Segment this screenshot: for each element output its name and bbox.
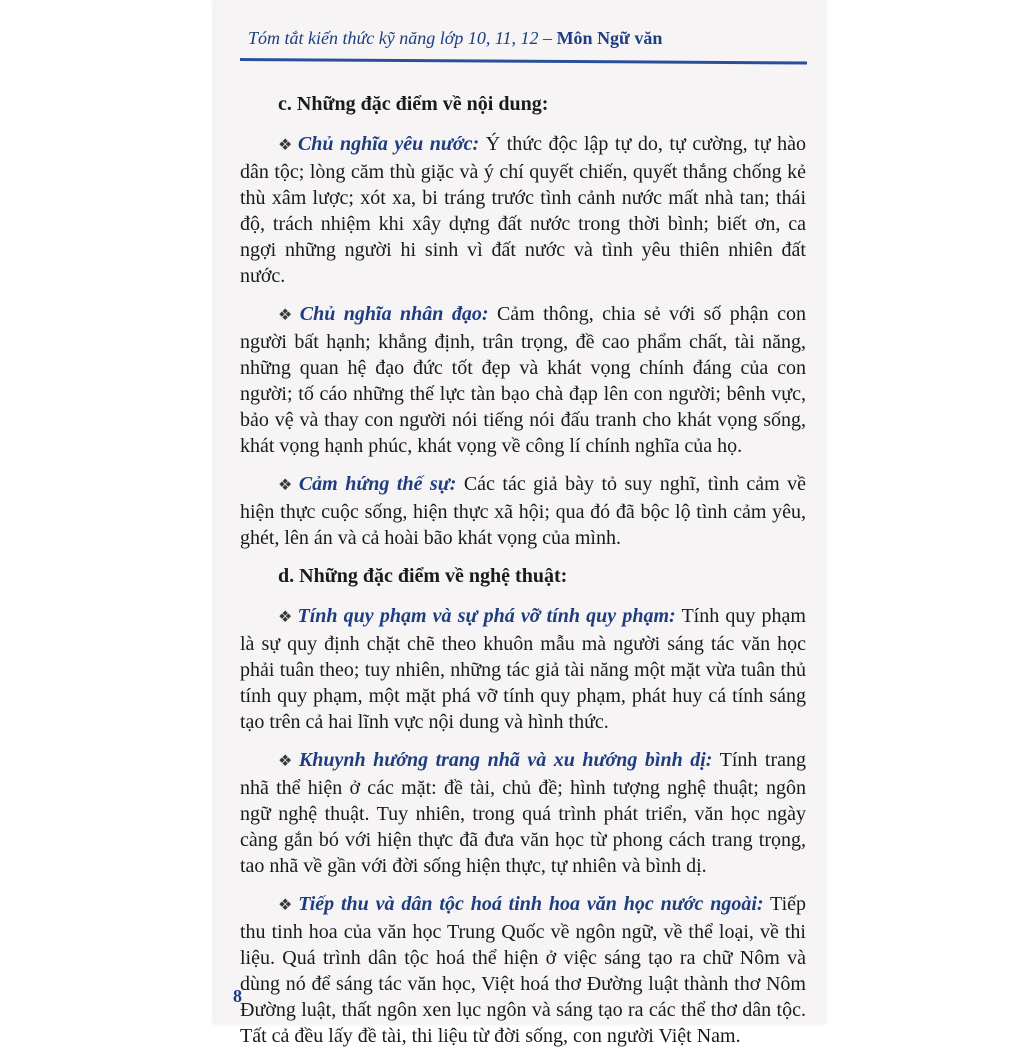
diamond-bullet-icon: ❖: [278, 307, 296, 324]
paragraph-foreign-essence: [240, 891, 806, 1049]
paragraph-text: Tiếp thu tinh hoa của văn học Trung Quốc về ngôn ngữ, về thể loại, về thi liệu. Quá trình dân tộc hoá thể hiện ở việc sáng tạo ra chữ Nôm và dùng nó để sáng tác văn học, Việt hoá thơ Đường luật thành thơ Nôm Đường luật, thất ngôn xen lục ngôn và sáng tạo ra các thể thơ dân tộc. Tất cả đều lấy đề tài, thi liệu từ đời sống, con người Việt Nam.: [240, 893, 806, 1047]
section-heading-art: d. Những đặc điểm về nghệ thuật:: [278, 565, 568, 587]
paragraph-humanism: [240, 301, 806, 459]
paragraph-term: Chủ nghĩa nhân đạo:: [299, 303, 489, 325]
paragraph-patriotism: [240, 131, 806, 289]
paragraph-term: Tính quy phạm và sự phá vỡ tính quy phạm:: [297, 605, 676, 627]
diamond-bullet-icon: ❖: [278, 609, 294, 626]
paragraph-text: Cảm thông, chia sẻ với số phận con người bất hạnh; khẳng định, trân trọng, đề cao phẩm chất, tài năng, những quan hệ đạo đức tốt đẹp và khát vọng chính đáng của con người; tố cáo những thế lực tàn bạo chà đạp lên con người; bênh vực, bảo vệ và thay con người nói tiếng nói đấu tranh cho khát vọng sống, khát vọng hạnh phúc, khát vọng về công lí chính nghĩa của họ.: [240, 303, 806, 457]
paragraph-text: Tính trang nhã thể hiện ở các mặt: đề tài, chủ đề; hình tượng nghệ thuật; ngôn ngữ nghệ thuật. Tuy nhiên, trong quá trình phát triển, văn học ngày càng gắn bó với hiện thực đã đưa văn học từ phong cách trang trọng, tao nhã về gần với đời sống hiện thực, tự nhiên và bình dị.: [240, 749, 807, 877]
paragraph-term: Khuynh hướng trang nhã và xu hướng bình dị:: [298, 749, 713, 771]
section-heading-content: c. Những đặc điểm về nội dung:: [278, 93, 549, 115]
header-title-bold: Môn Ngữ văn: [556, 28, 663, 48]
running-header: [248, 28, 818, 49]
paragraph-term: Chủ nghĩa yêu nước:: [297, 133, 480, 155]
diamond-bullet-icon: ❖: [278, 897, 295, 914]
diamond-bullet-icon: ❖: [278, 137, 294, 154]
paragraph-worldly-inspiration: [240, 471, 806, 551]
diamond-bullet-icon: ❖: [278, 477, 295, 494]
paragraph-text: Tính quy phạm là sự quy định chặt chẽ theo khuôn mẫu mà người sáng tác văn học phải tuân theo; tuy nhiên, những tác giả tài năng một mặt vừa tuân thủ tính quy phạm, một mặt phá vỡ tính quy phạm, phát huy cá tính sáng tạo trên cả hai lĩnh vực nội dung và hình thức.: [240, 605, 806, 733]
page-number: 8: [233, 986, 242, 1006]
page-body: [240, 85, 806, 1061]
paragraph-term: Cảm hứng thế sự:: [298, 473, 457, 495]
paragraph-elegance: [240, 747, 806, 879]
paragraph-text: Các tác giả bày tỏ suy nghĩ, tình cảm về hiện thực cuộc sống, hiện thực xã hội; qua đó đã bộc lộ tình cảm yêu, ghét, lên án và cả hoài bão khát vọng của mình.: [240, 473, 807, 549]
paragraph-normativity: [240, 603, 806, 735]
header-title-italic: Tóm tắt kiến thức kỹ năng lớp 10, 11, 12 –: [248, 28, 557, 48]
paragraph-term: Tiếp thu và dân tộc hoá tinh hoa văn học nước ngoài:: [298, 893, 764, 915]
diamond-bullet-icon: ❖: [278, 753, 295, 770]
paragraph-text: Ý thức độc lập tự do, tự cường, tự hào dân tộc; lòng căm thù giặc và ý chí quyết chiến, quyết thắng chống kẻ thù xâm lược; xót xa, bi tráng trước tình cảnh nước mất nhà tan; thái độ, trách nhiệm khi xây dựng đất nước trong thời bình; biết ơn, ca ngợi những người hi sinh vì đất nước và tình yêu thiên nhiên đất nước.: [240, 133, 807, 287]
